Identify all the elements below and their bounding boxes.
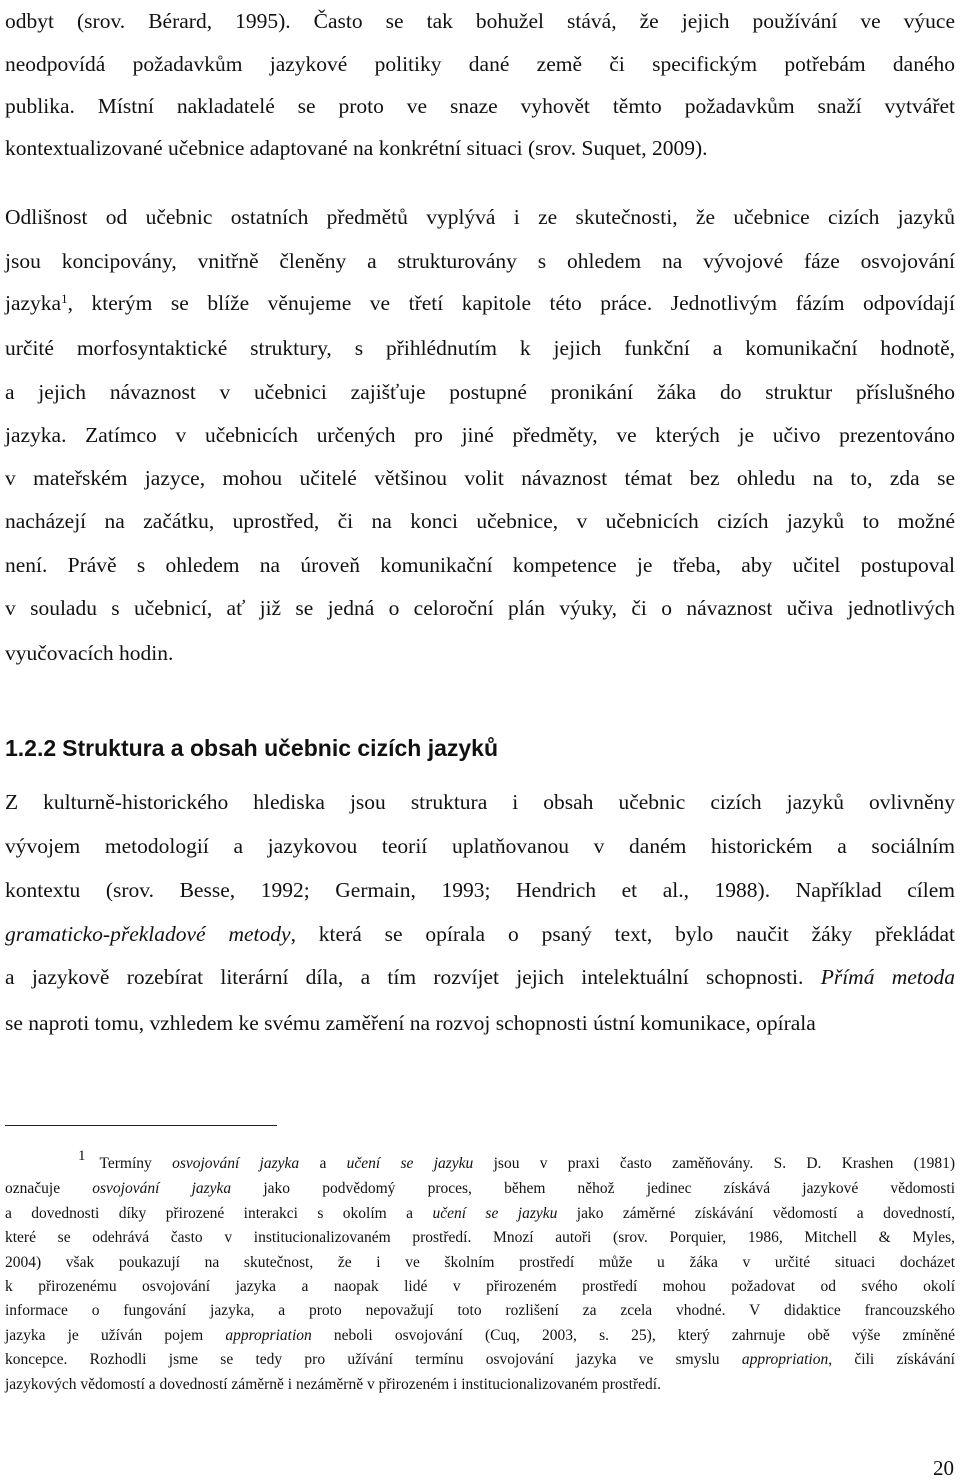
text-line: a jejich návaznost v učebnici zajišťuje postupné pronikání žáka do struktur příslušného	[5, 380, 955, 404]
text-line: se naproti tomu, vzhledem ke svému zaměření na rozvoj schopnosti ústní komunikace, opírala	[5, 1011, 816, 1035]
section-heading	[5, 733, 498, 763]
footnote-line: informace o fungování jazyka, a proto nepovažují toto rozlišení za zcela vhodné. V didaktice francouzského	[5, 1302, 955, 1319]
footnote-line	[5, 1203, 955, 1225]
text-span: koncepce. Rozhodli jsme se tedy pro užívání termínu osvojování jazyka ve smyslu	[5, 1351, 742, 1368]
text-line: publika. Místní nakladatelé se proto ve snaze vyhovět těmto požadavkům snaží vytvářet	[5, 94, 955, 118]
text-line: Z kulturně-historického hlediska jsou struktura i obsah učebnic cizích jazyků ovlivněny	[5, 790, 955, 814]
text-line	[5, 963, 955, 991]
italic-term: gramaticko-překladové metody	[5, 922, 291, 946]
text-line	[5, 289, 955, 317]
italic-term: učení se jazyku	[346, 1155, 474, 1172]
text-line: určité morfosyntaktické struktury, s přihlédnutím k jejich funkční a komunikační hodnotě,	[5, 336, 955, 360]
text-line: jsou koncipovány, vnitřně členěny a strukturovány s ohledem na vývojové fáze osvojování	[5, 249, 955, 273]
text-line: jazyka. Zatímco v učebnicích určených pro jiné předměty, ve kterých je učivo prezentováno	[5, 423, 955, 447]
italic-term: osvojování jazyka	[172, 1155, 300, 1172]
footnote-line: které se odehrává často v institucionalizovaném prostředí. Mnozí autoři (srov. Porquier, 1986, Mitchell & Myles,	[5, 1229, 955, 1246]
footnote-line	[5, 1178, 955, 1200]
text-span: jako podvědomý proces, během něhož jedinec získává jazykové vědomosti	[231, 1180, 956, 1197]
italic-term: Přímá metoda	[820, 965, 956, 989]
text-span: , která se opírala o psaný text, bylo naučit žáky překládat	[290, 922, 956, 946]
text-line: neodpovídá požadavkům jazykové politiky dané země či specifickým potřebám daného	[5, 52, 955, 76]
footnote-separator	[5, 1125, 277, 1126]
text-line: nacházejí na začátku, uprostřed, či na konci učebnice, v učebnicích cizích jazyků to možné	[5, 509, 955, 533]
text-line: vývojem metodologií a jazykovou teorií uplatňovanou v daném historickém a sociálním	[5, 834, 955, 858]
footnote-reference[interactable]: 1	[61, 291, 68, 306]
text-span: a jazykově rozebírat literární díla, a tím rozvíjet jejich intelektuální schopnosti.	[5, 965, 821, 989]
footnote-line	[5, 1148, 955, 1175]
text-span: , kterým se blíže věnujeme ve třetí kapitole této práce. Jednotlivým fázím odpovídají	[67, 291, 955, 315]
text-span: , čili získávání	[828, 1351, 955, 1368]
text-line: kontextu (srov. Besse, 1992; Germain, 1993; Hendrich et al., 1988). Například cílem	[5, 878, 955, 902]
text-line: Odlišnost od učebnic ostatních předmětů vyplývá i ze skutečnosti, že učebnice cizích jazyků	[5, 205, 955, 229]
text-line	[5, 920, 955, 948]
italic-term: appropriation	[225, 1327, 312, 1344]
text-span: jsou v praxi často zaměňovány. S. D. Krashen (1981)	[473, 1155, 955, 1172]
text-line: vyučovacích hodin.	[5, 641, 174, 665]
section-number: 1.2.2	[5, 735, 57, 761]
footnote-line: 2004) však poukazují na skutečnost, že i ve školním prostředí může u žáka v určité situaci docházet	[5, 1254, 955, 1271]
text-line: odbyt (srov. Bérard, 1995). Často se tak bohužel stává, že jejich používání ve výuce	[5, 9, 955, 33]
footnote-line: k přirozenému osvojování jazyka a naopak lidé v přirozeném prostředí mohou požadovat od svého okolí	[5, 1278, 955, 1295]
text-line: v mateřském jazyce, mohou učitelé většinou volit návaznost témat bez ohledu na to, zda se	[5, 466, 955, 490]
text-line: v souladu s učebnicí, ať již se jedná o celoroční plán výuky, či o návaznost učiva jednotlivých	[5, 596, 955, 620]
italic-term: učení se jazyku	[432, 1205, 558, 1222]
text-span: označuje	[5, 1180, 93, 1197]
footnote-line	[5, 1325, 955, 1347]
text-span: jazyka	[5, 291, 62, 315]
page-number: 20	[933, 1456, 954, 1480]
italic-term: appropriation	[741, 1351, 829, 1368]
italic-term: osvojování jazyka	[92, 1180, 232, 1197]
text-span: a	[299, 1155, 347, 1172]
text-span: Termíny	[99, 1155, 173, 1172]
text-line: není. Právě s ohledem na úroveň komunikační kompetence je třeba, aby učitel postupoval	[5, 553, 955, 577]
text-span: a dovednosti díky přirozené interakci s okolím a	[5, 1205, 433, 1222]
footnote-line	[5, 1349, 955, 1371]
footnote-line: jazykových vědomostí a dovedností záměrně i nezáměrně v přirozeném i institucionalizovaném prostředí.	[5, 1376, 661, 1393]
text-span: neboli osvojování (Cuq, 2003, s. 25), který zahrnuje obě výše zmíněné	[311, 1327, 955, 1344]
text-span: jazyka je užíván pojem	[5, 1327, 226, 1344]
text-span: jako záměrné získávání vědomostí a dovedností,	[557, 1205, 955, 1222]
section-title: Struktura a obsah učebnic cizích jazyků	[62, 735, 499, 761]
footnote-number: 1	[78, 1148, 86, 1164]
text-line: kontextualizované učebnice adaptované na konkrétní situaci (srov. Suquet, 2009).	[5, 136, 708, 160]
